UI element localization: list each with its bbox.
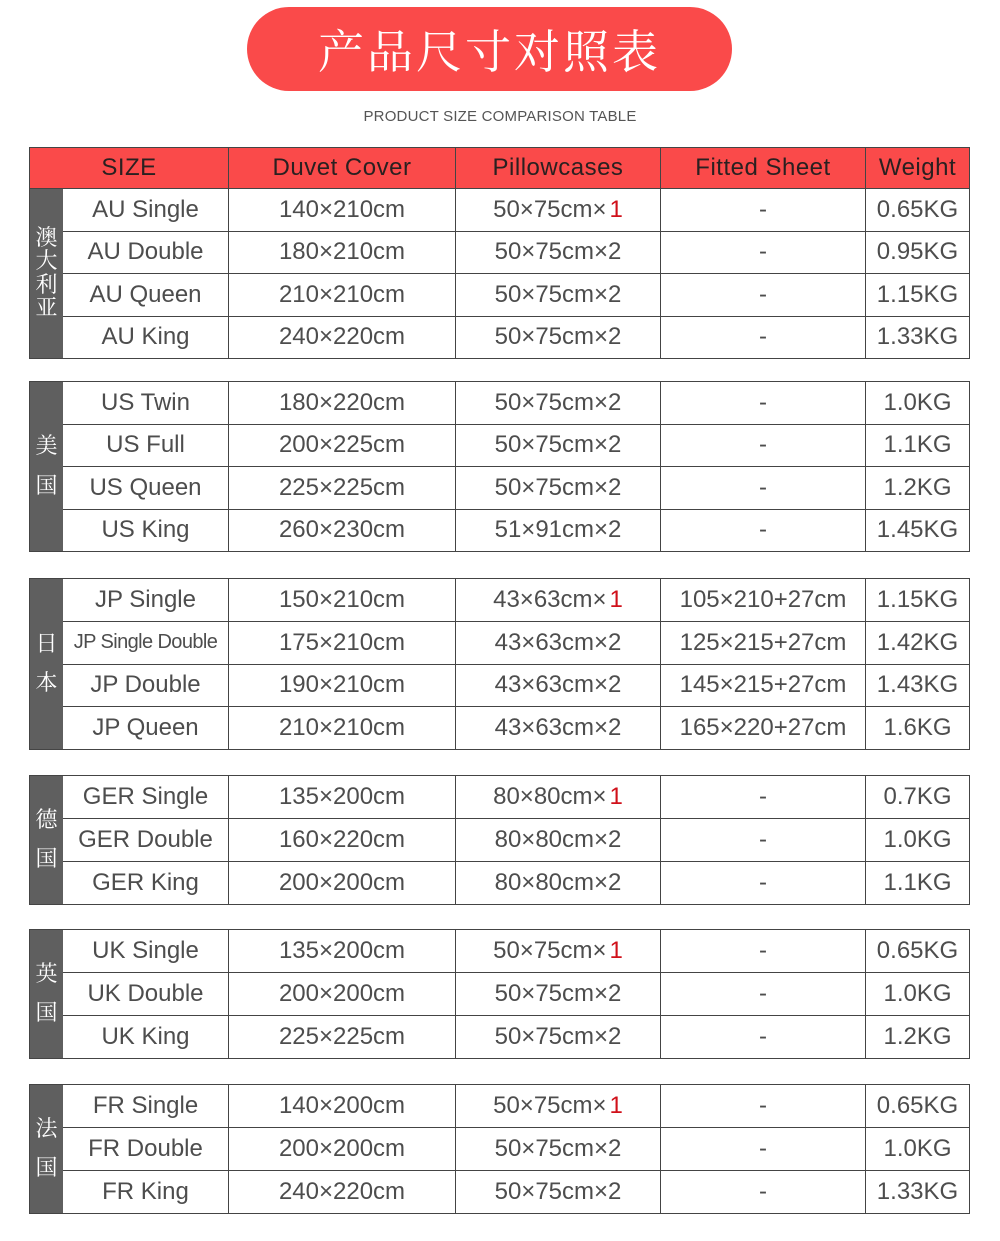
pillowcase-cell xyxy=(456,317,661,359)
fitted-sheet-cell: - xyxy=(661,973,866,1015)
fitted-sheet-cell: - xyxy=(661,776,866,818)
fitted-sheet-cell: - xyxy=(661,510,866,552)
page-title: 产品尺寸对照表 xyxy=(318,25,661,79)
table-row xyxy=(63,930,969,972)
fitted-sheet-cell: - xyxy=(661,382,866,424)
weight-cell: 0.65KG xyxy=(876,1092,959,1119)
table-row xyxy=(63,1127,969,1170)
table-row xyxy=(63,1085,969,1127)
duvet-cover-cell: 180×220cm xyxy=(229,382,456,424)
pillowcase-quantity: 1 xyxy=(609,195,623,223)
weight-cell: 1.33KG xyxy=(876,323,959,351)
pillowcase-dimensions: 43×63cm× xyxy=(494,671,609,699)
pillowcase-cell xyxy=(456,467,661,509)
duvet-cover-cell: 150×210cm xyxy=(229,579,456,621)
region-label xyxy=(30,1085,63,1213)
pillowcase-cell xyxy=(456,707,661,749)
fitted-sheet-cell: - xyxy=(661,1128,866,1170)
column-header-fitted-sheet: Fitted Sheet xyxy=(661,148,866,188)
pillowcase-quantity: 2 xyxy=(608,280,622,308)
duvet-cover-cell: 210×210cm xyxy=(229,707,456,749)
pillowcase-cell xyxy=(456,1171,661,1213)
fitted-sheet-cell: - xyxy=(661,317,866,359)
table-row xyxy=(63,861,969,904)
weight-cell: 1.1KG xyxy=(883,869,952,896)
pillowcase-dimensions: 43×63cm× xyxy=(493,585,607,613)
region-char: 利 xyxy=(35,272,58,298)
duvet-cover-cell: 225×225cm xyxy=(229,1016,456,1058)
pillowcase-cell xyxy=(456,819,661,861)
table-row xyxy=(63,466,969,509)
size-cell: UK King xyxy=(63,1016,229,1058)
pillowcase-quantity: 2 xyxy=(608,473,622,501)
pillowcase-quantity: 2 xyxy=(608,671,622,699)
table-row xyxy=(63,664,969,707)
size-cell: US Twin xyxy=(63,382,229,424)
pillowcase-dimensions: 43×63cm× xyxy=(494,628,609,656)
pillowcase-cell xyxy=(456,382,661,424)
weight-cell: 1.0KG xyxy=(883,980,952,1007)
region-char: 英 xyxy=(35,961,58,987)
duvet-cover-cell: 200×200cm xyxy=(229,862,456,904)
fitted-sheet-cell: - xyxy=(661,930,866,972)
pillowcase-dimensions: 50×75cm× xyxy=(494,431,609,459)
pillowcase-dimensions: 50×75cm× xyxy=(494,238,609,266)
weight-cell: 1.2KG xyxy=(883,473,952,501)
pillowcase-cell xyxy=(456,1016,661,1058)
pillowcase-quantity: 2 xyxy=(608,869,622,896)
weight-cell: 1.43KG xyxy=(876,671,959,699)
pillowcase-cell xyxy=(456,425,661,467)
pillowcase-cell xyxy=(456,776,661,818)
region-char: 大 xyxy=(35,249,58,275)
pillowcase-dimensions: 51×91cm× xyxy=(494,516,609,544)
table-row xyxy=(63,972,969,1015)
duvet-cover-cell: 175×210cm xyxy=(229,622,456,664)
region-label xyxy=(30,930,63,1058)
region-char: 国 xyxy=(35,847,58,872)
table-row xyxy=(63,424,969,467)
table-row xyxy=(63,273,969,316)
duvet-cover-cell: 200×200cm xyxy=(229,973,456,1015)
fitted-sheet-cell: - xyxy=(661,232,866,274)
weight-cell: 1.1KG xyxy=(883,431,952,459)
fitted-sheet-cell: 165×220+27cm xyxy=(661,707,866,749)
table-row xyxy=(63,316,969,359)
table-row xyxy=(63,1015,969,1058)
pillowcase-cell xyxy=(456,274,661,316)
fitted-sheet-cell: - xyxy=(661,862,866,904)
pillowcase-quantity: 2 xyxy=(608,238,622,266)
pillowcase-dimensions: 43×63cm× xyxy=(494,714,609,742)
pillowcase-quantity: 2 xyxy=(608,826,622,853)
size-cell: AU Queen xyxy=(63,274,229,316)
pillowcase-dimensions: 50×75cm× xyxy=(494,1178,609,1205)
duvet-cover-cell: 240×220cm xyxy=(229,1171,456,1213)
page-subtitle: PRODUCT SIZE COMPARISON TABLE xyxy=(363,108,637,125)
size-cell: AU Single xyxy=(63,189,229,231)
pillowcase-dimensions: 50×75cm× xyxy=(493,937,607,964)
region-char: 国 xyxy=(35,1001,58,1026)
size-cell: US King xyxy=(63,510,229,552)
size-cell: JP Queen xyxy=(63,707,229,749)
fitted-sheet-cell: - xyxy=(661,189,866,231)
weight-cell: 0.65KG xyxy=(876,195,959,223)
pillowcase-cell xyxy=(456,973,661,1015)
pillowcase-cell xyxy=(456,665,661,707)
weight-cell: 1.33KG xyxy=(876,1178,959,1205)
weight-cell: 0.95KG xyxy=(876,238,959,266)
weight-cell: 1.15KG xyxy=(876,280,959,308)
column-header-size: SIZE xyxy=(30,148,229,188)
pillowcase-quantity: 1 xyxy=(609,1092,623,1119)
pillowcase-quantity: 2 xyxy=(608,431,622,459)
duvet-cover-cell: 225×225cm xyxy=(229,467,456,509)
weight-cell: 1.42KG xyxy=(876,628,959,656)
duvet-cover-cell: 200×200cm xyxy=(229,1128,456,1170)
duvet-cover-cell: 260×230cm xyxy=(229,510,456,552)
pillowcase-cell xyxy=(456,622,661,664)
pillowcase-dimensions: 50×75cm× xyxy=(494,323,609,351)
duvet-cover-cell: 135×200cm xyxy=(229,776,456,818)
region-char: 国 xyxy=(35,473,58,499)
region-char: 美 xyxy=(35,434,58,460)
table-row xyxy=(63,818,969,861)
region-char: 澳 xyxy=(35,226,58,252)
duvet-cover-cell: 160×220cm xyxy=(229,819,456,861)
duvet-cover-cell: 140×200cm xyxy=(229,1085,456,1127)
weight-cell: 1.45KG xyxy=(876,516,959,544)
region-char: 德 xyxy=(35,807,58,833)
table-header xyxy=(29,147,970,189)
pillowcase-dimensions: 50×75cm× xyxy=(494,388,609,416)
pillowcase-cell xyxy=(456,930,661,972)
pillowcase-cell xyxy=(456,232,661,274)
pillowcase-quantity: 2 xyxy=(608,980,622,1007)
pillowcase-quantity: 2 xyxy=(608,516,622,544)
pillowcase-dimensions: 50×75cm× xyxy=(494,1023,609,1050)
duvet-cover-cell: 180×210cm xyxy=(229,232,456,274)
weight-cell: 1.2KG xyxy=(883,1023,952,1050)
weight-cell: 1.0KG xyxy=(883,1135,952,1162)
region-label xyxy=(30,776,63,904)
duvet-cover-cell: 210×210cm xyxy=(229,274,456,316)
pillowcase-quantity: 1 xyxy=(609,937,623,964)
size-cell: FR Single xyxy=(63,1085,229,1127)
pillowcase-dimensions: 50×75cm× xyxy=(494,473,609,501)
pillowcase-dimensions: 50×75cm× xyxy=(493,1092,607,1119)
pillowcase-quantity: 1 xyxy=(609,783,623,810)
size-cell: JP Single xyxy=(63,579,229,621)
size-cell: GER King xyxy=(63,862,229,904)
pillowcase-quantity: 1 xyxy=(609,585,623,613)
pillowcase-dimensions: 80×80cm× xyxy=(494,826,609,853)
duvet-cover-cell: 200×225cm xyxy=(229,425,456,467)
size-group-us xyxy=(29,381,970,552)
duvet-cover-cell: 240×220cm xyxy=(229,317,456,359)
pillowcase-cell xyxy=(456,1128,661,1170)
pillowcase-dimensions: 50×75cm× xyxy=(493,195,607,223)
fitted-sheet-cell: 125×215+27cm xyxy=(661,622,866,664)
weight-cell: 0.7KG xyxy=(883,783,952,810)
weight-cell: 1.0KG xyxy=(883,826,952,853)
size-group-ger xyxy=(29,775,970,905)
table-row xyxy=(63,1170,969,1213)
size-cell: FR Double xyxy=(63,1128,229,1170)
size-group-fr xyxy=(29,1084,970,1214)
size-cell: US Queen xyxy=(63,467,229,509)
fitted-sheet-cell: - xyxy=(661,819,866,861)
weight-cell: 1.0KG xyxy=(883,388,952,416)
size-cell: FR King xyxy=(63,1171,229,1213)
size-group-uk xyxy=(29,929,970,1059)
pillowcase-cell xyxy=(456,579,661,621)
pillowcase-quantity: 2 xyxy=(608,1178,622,1205)
size-cell: JP Double xyxy=(63,665,229,707)
region-char: 法 xyxy=(35,1116,58,1142)
fitted-sheet-cell: - xyxy=(661,1171,866,1213)
table-row xyxy=(63,509,969,552)
pillowcase-quantity: 2 xyxy=(608,1135,622,1162)
column-header-weight: Weight xyxy=(878,154,957,181)
duvet-cover-cell: 140×210cm xyxy=(229,189,456,231)
region-label xyxy=(30,382,63,551)
fitted-sheet-cell: - xyxy=(661,467,866,509)
column-header-duvet-cover: Duvet Cover xyxy=(229,148,456,188)
size-group-au xyxy=(29,189,970,359)
title-banner xyxy=(247,7,732,91)
size-cell: UK Double xyxy=(63,973,229,1015)
region-char: 日 xyxy=(35,631,58,657)
pillowcase-cell xyxy=(456,862,661,904)
size-cell: GER Double xyxy=(63,819,229,861)
pillowcase-cell xyxy=(456,189,661,231)
size-cell: UK Single xyxy=(63,930,229,972)
pillowcase-cell xyxy=(456,1085,661,1127)
table-row xyxy=(63,189,969,231)
table-row xyxy=(63,382,969,424)
size-group-jp xyxy=(29,578,970,750)
duvet-cover-cell: 135×200cm xyxy=(229,930,456,972)
pillowcase-quantity: 2 xyxy=(608,323,622,351)
pillowcase-dimensions: 50×75cm× xyxy=(494,1135,609,1162)
size-cell: GER Single xyxy=(63,776,229,818)
size-cell: JP Single Double xyxy=(63,622,229,664)
pillowcase-quantity: 2 xyxy=(608,714,622,742)
pillowcase-quantity: 2 xyxy=(608,628,622,656)
region-label xyxy=(30,189,63,358)
size-cell: AU Double xyxy=(63,232,229,274)
table-row xyxy=(63,231,969,274)
pillowcase-dimensions: 50×75cm× xyxy=(494,280,609,308)
fitted-sheet-cell: 145×215+27cm xyxy=(661,665,866,707)
region-char: 亚 xyxy=(35,295,58,321)
table-row xyxy=(63,776,969,818)
table-row xyxy=(63,579,969,621)
fitted-sheet-cell: - xyxy=(661,1016,866,1058)
duvet-cover-cell: 190×210cm xyxy=(229,665,456,707)
region-char: 国 xyxy=(35,1156,58,1181)
table-row xyxy=(63,706,969,749)
fitted-sheet-cell: - xyxy=(661,425,866,467)
pillowcase-quantity: 2 xyxy=(608,1023,622,1050)
pillowcase-dimensions: 50×75cm× xyxy=(494,980,609,1007)
size-cell: US Full xyxy=(63,425,229,467)
weight-cell: 1.15KG xyxy=(876,585,959,613)
pillowcase-cell xyxy=(456,510,661,552)
fitted-sheet-cell: - xyxy=(661,1085,866,1127)
region-label xyxy=(30,579,63,749)
pillowcase-quantity: 2 xyxy=(608,388,622,416)
column-header-pillowcases: Pillowcases xyxy=(456,148,661,188)
size-cell: AU King xyxy=(63,317,229,359)
table-row xyxy=(63,621,969,664)
weight-cell: 0.65KG xyxy=(876,937,959,964)
fitted-sheet-cell: 105×210+27cm xyxy=(661,579,866,621)
pillowcase-dimensions: 80×80cm× xyxy=(494,869,609,896)
weight-cell: 1.6KG xyxy=(883,714,952,742)
pillowcase-dimensions: 80×80cm× xyxy=(493,783,607,810)
region-char: 本 xyxy=(35,671,58,696)
fitted-sheet-cell: - xyxy=(661,274,866,316)
